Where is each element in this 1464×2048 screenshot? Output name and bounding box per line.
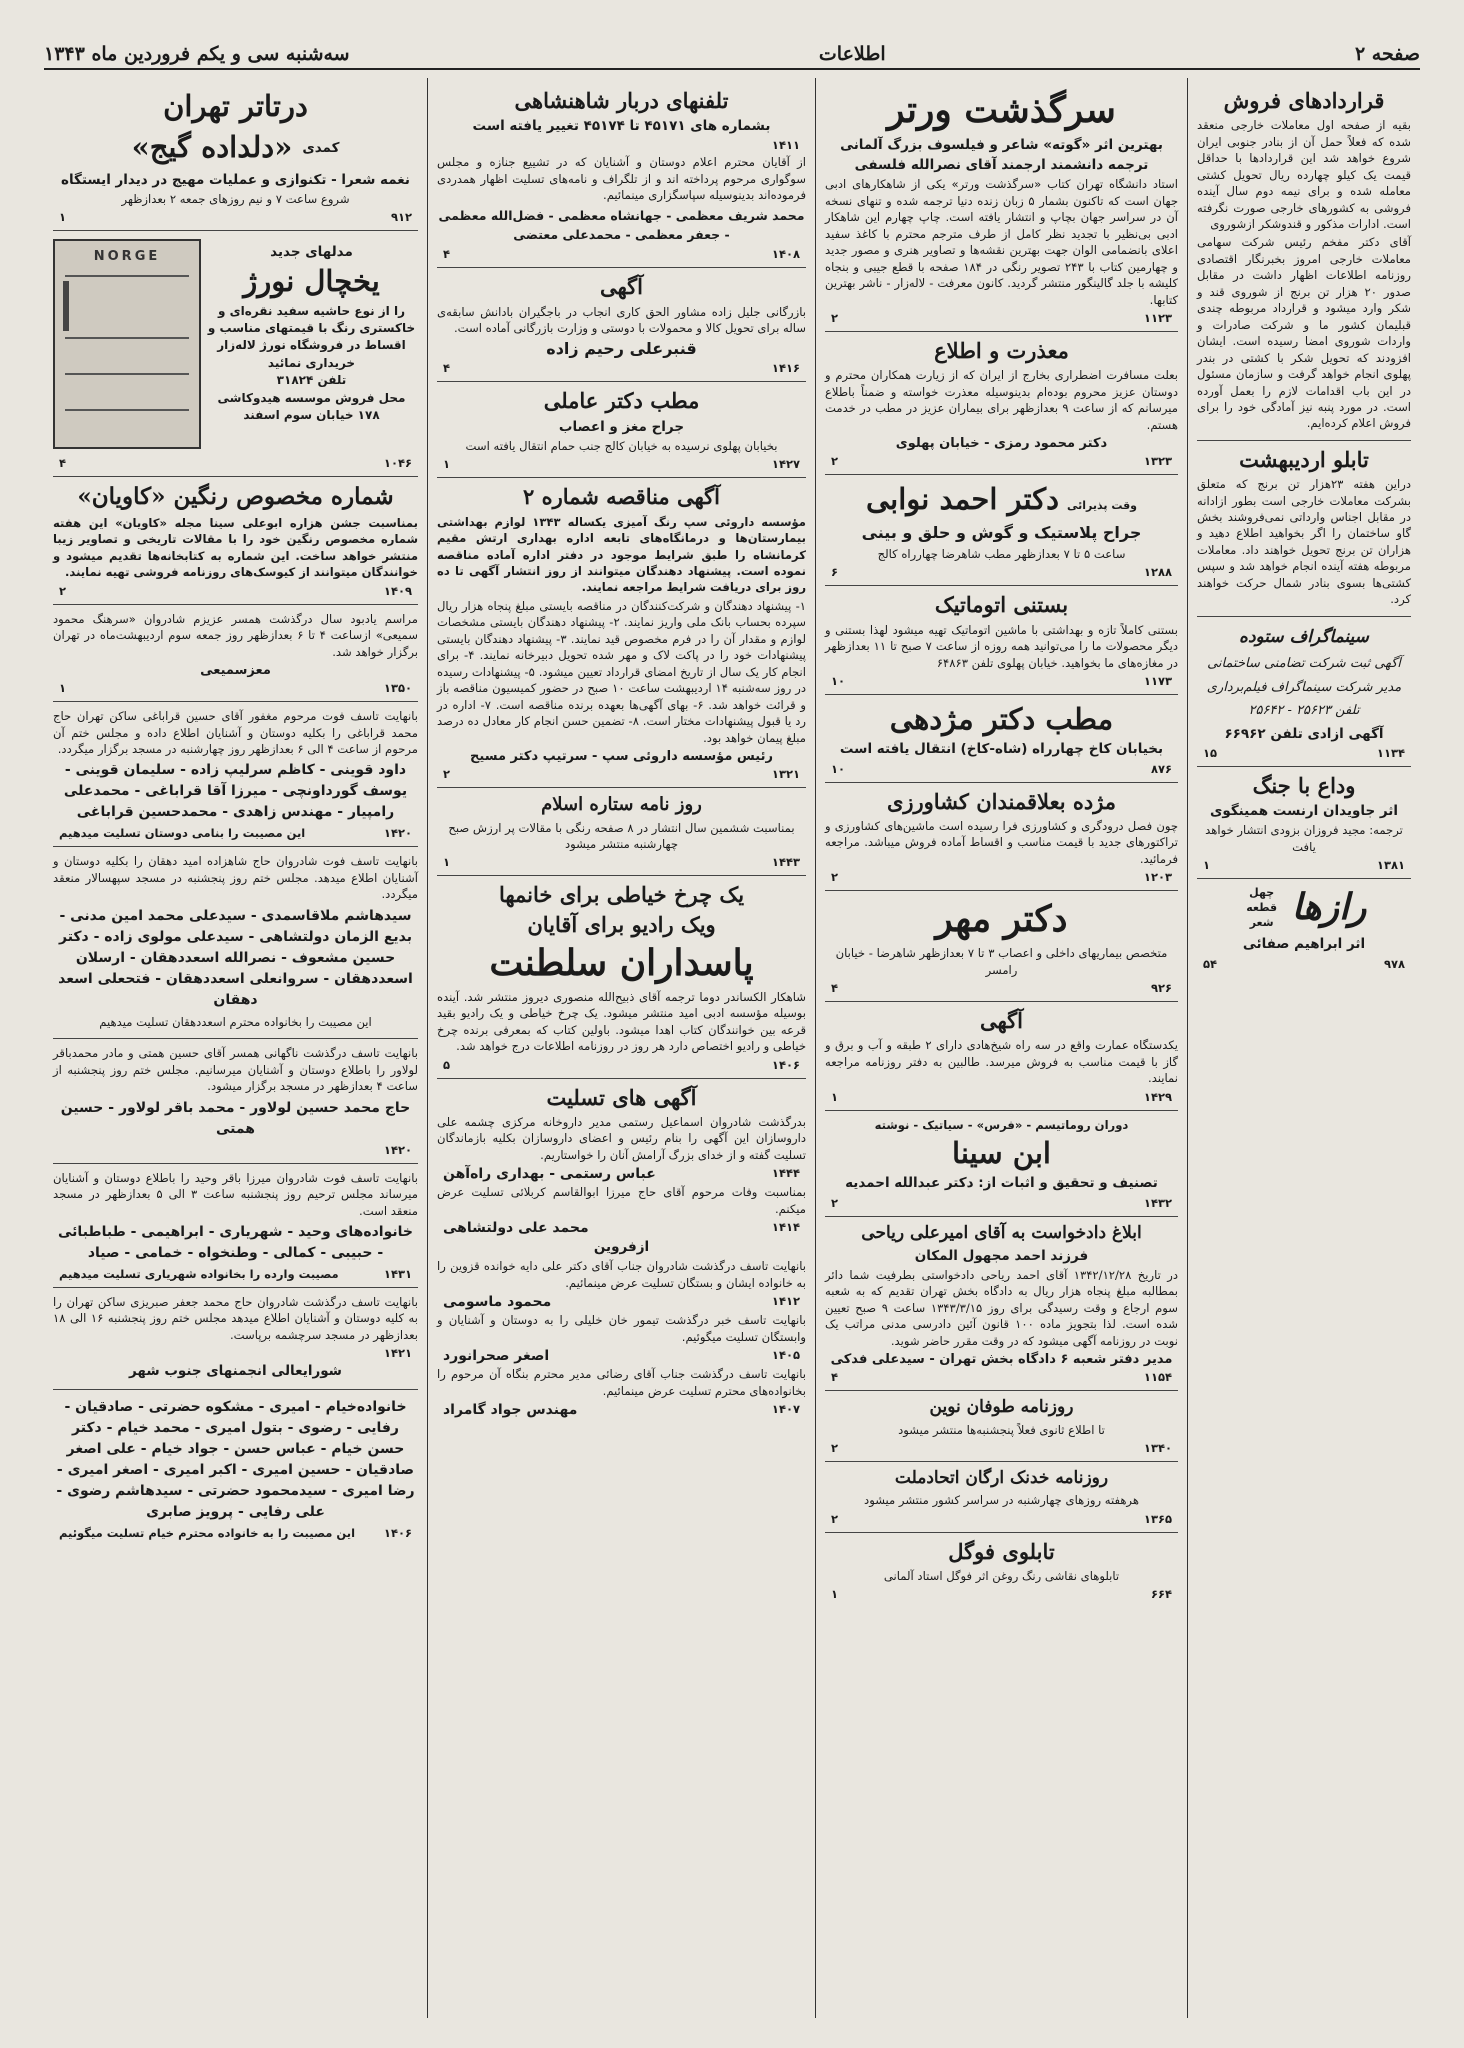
tender-body-2: ۱- پیشنهاد دهندگان و شرکت‌کنندگان در مناقصه بایستی مبلغ پنجاه هزار ریال سپرده بحساب بانک ملی واریز نمایند. ۲- پیشنهاد دهندگان بایستی مشخصات لوازم و مقدار آن را در فرم مخصوص قید نمایند. ۳- پیشنهاد دهندگان بایستی پیشنهادات خود را در پاکت لاک و مهر شده تحویل دبیرخانه نمایند. ۴- برای انجام کار یک سال از تاریخ امضای قرارداد تعیین میشود. ۵- پیشنهادات رسیده در روز سه‌شنبه ۱۴ اردیبهشت ساعت ۱۰ صبح در حضور کمیسیون مناقصه باز و قرائت خواهد شد. ۶- بهای آگهی‌ها بعهده برنده مناقصه است. ۷- اداره در رد یا قبول پیشنهادات مختار است. ۸- تضمین حسن انجام کار معادل ده درصد مبلغ پیمان خواهد بود. [437,598,806,745]
mozhdehi-code: ۸۷۶ [1150,761,1172,776]
sales-title: قراردادهای فروش [1223,88,1385,113]
page-number: صفحه ۲ [1354,43,1420,65]
fridge-shelf [65,275,189,277]
ibnsina-code: ۱۴۳۲ [1143,1195,1172,1210]
eslam-code: ۱۴۴۳ [771,855,800,870]
book-side: چهل قطعه شعر [1246,886,1278,929]
theater-play-name: «دلداده گیج» [131,130,293,165]
obituary-2-body: بانهایت تاسف فوت شادروان حاج شاهزاده امید دهقان را بکلیه دوستان و آشنایان اطلاع میدهد. مجلس ختم روز پنجشنبه در مسجد سپهسالار منعقد میگردد. [53,854,418,902]
condolence-sig-5: مهندس جواد گامراد [443,1402,578,1419]
apology-body: بعلت مسافرت اضطراری بخارج از ایران که از زیارت همکاران محترم و دوستان عزیز محروم بوده‌ام بدینوسیله معذرت خواسته و ضمناً باطلاع میرسانم که از ساعت ۹ بعدازظهر برای بیماران عزیز در مطب در خدمت هستم. [825,368,1179,432]
ettehad-ad [825,1462,1178,1533]
trade-meta [437,361,806,375]
theater-meta [53,210,418,224]
thanks-meta [437,247,806,261]
toofan-title: روزنامه طوفان نوین [929,1397,1074,1418]
farm-code: ۱۲۰۳ [1143,870,1172,885]
eslam-title: روز نامه ستاره اسلام [541,794,702,815]
apology-signature: دکتر محمود رمزی - خیابان پهلوی [895,436,1108,452]
apology-ad [825,332,1178,475]
vogel-code: ۶۶۴ [1150,1587,1172,1602]
condolence-body-1: بدرگذشت شادروان اسماعیل رستمی مدیر داروخانه مرکزی چشمه علی داروسازان این آگهی را بنام رئیس و اعضای داروسازان بکلیه بازماندگان تسلیت گفته و از خدای بزرگ آرامش آنان را خواستاریم. [437,1114,806,1162]
cinema-line-3: تلفن ۲۵۶۲۳ - ۲۵۶۴۲ [1248,703,1360,719]
condolence-meta-2 [437,1220,806,1236]
newspaper-name: اطلاعات [818,43,886,65]
trade-code: ۱۴۱۶ [771,361,800,376]
kavian-body: بمناسبت جشن هزاره ابوعلی سینا مجله «کاویان» این هفته شماره مخصوص رنگین خود را با مقالات تاریخی و تصاویر زیبا منتشر خواهد ساخت. این شماره به کتابخانه‌ها تقدیم میشود و خوانندگان میتوانند از کیوسک‌های روزنامه فروشی تهیه نمایند. [53,515,418,580]
fridge-shelf [65,409,189,411]
condolence-code-1: ۱۴۴۴ [771,1166,800,1181]
mozhdehi-title: مطب دکتر مژدهی [889,702,1114,737]
condolence-code-4: ۱۴۰۵ [771,1348,800,1363]
fridge-meta [53,456,418,470]
mehr-meta [825,981,1178,995]
condolence-body-5: بانهایت تاسف درگذشت جناب آقای رضائی مدیر محترم بنگاه آن مرحوم را بخانواده‌های محترم تسلیت عرض مینمائیم. [437,1367,806,1398]
fridge-brand: NORGE [93,249,161,265]
novel-code: ۱۳۸۱ [1376,858,1405,873]
toofan-body: تا اطلاع ثانوی فعلاً پنجشنبه‌ها منتشر میشود [898,1422,1105,1437]
cinema-line-2: مدیر شرکت سینماگراف فیلم‌برداری [1206,679,1402,695]
icecream-meta [825,674,1178,688]
fridge-pre: مدلهای جدید [270,244,353,261]
icecream-body: بستنی کاملاً تازه و بهداشتی با ماشین اتوماتیک تهیه میشود لهذا بستنی و دیگر محصولات ما را می‌توانید همه روزه از ساعت ۷ صبح تا ۱۱ بعدازظهر در مغازه‌های ما بخواهید. خیابان پهلوی تلفن ۶۴۸۶۳ [825,622,1178,670]
toofan-meta [825,1441,1178,1455]
ettehad-code: ۱۳۶۵ [1143,1511,1172,1526]
farm-body: چون فصل درودگری و کشاورزی فرا رسیده است ماشین‌های کشاورزی و تراکتورهای جدید با قیمت مناسب و اقساط آماده فروش میباشد. مراجعه فرمائید. [825,818,1178,866]
court-num: ۴ [831,1370,839,1385]
novel-title: وداع با جنگ [1252,772,1356,798]
werther-code: ۱۱۲۳ [1143,311,1172,326]
condolence-body-2: بمناسبت وفات مرحوم آقای حاج میرزا ابوالقاسم کربلائی تسلیت عرض میکنم. [437,1185,806,1216]
court-meta [825,1370,1178,1384]
theater-kind: کمدی [302,139,340,156]
council-name: شورایعالی انجمنهای جنوب شهر [129,1363,342,1380]
werther-sub-2: ترجمه دانشمند ارجمند آقای نصرالله فلسفی [854,157,1149,174]
obituary-3-meta [53,1143,418,1157]
navabi-code: ۱۲۸۸ [1143,565,1172,580]
amoli-code: ۱۴۲۷ [771,457,800,472]
amoli-body: بخیابان پهلوی نرسیده به خیابان کالج جنب حمام انتقال یافته است [465,438,778,453]
fridge-text [205,235,418,453]
werther-title: سرگذشت ورتر [887,89,1116,131]
tender-code: ۱۳۲۱ [771,767,800,781]
property-ad [825,1002,1178,1111]
book-num: ۵۴ [1203,956,1218,971]
mehr-title: دکتر مهر [935,898,1068,941]
sales-body-2: آقای دکتر مفخم رئیس شرکت سهامی معاملات خارجی امروز بخبرنگار اقتصادی روزنامه اطلاعات اظهار داشت در مقابل صدور ۲۰ هزار تن برنج از شوروی قند و شکر وارد میشود و قرارداد مربوطه چندی قبلیمان کشور ما و شرکت صادرات و واردات شوروی امضا رسیده است. ایشان افزودند که تحویل شکر با کشتی در بندر پهلوی انجام خواهد گرفت و سازمان مسئول در این باب اقدامات لازم را بعمل آورده است. در مورد پنبه نیز آمادگی خود را برای فروش اعلام کرده‌ایم. [1197,235,1411,431]
eslam-ad [437,788,806,876]
book-meta [1197,957,1411,971]
theater-body-2: شروع ساعت ۷ و نیم روزهای جمعه ۲ بعدازظهر [121,191,350,206]
condolence-sig-2: محمد علی دولتشاهی [443,1220,589,1237]
novel-author: اثر جاویدان ارنست همینگوی [1209,803,1399,820]
werther-meta [825,311,1178,325]
property-meta [825,1090,1178,1104]
obituary-1-body: بانهایت تاسف فوت مرحوم مغفور آقای حسین قراباغی ساکن تهران حاج محمد قراباغی را بکلیه دوستان و آشنایان اطلاع داده و مجلس ختم آن مرحوم از ساعت ۴ الی ۶ بعدازظهر روز چهارشنبه در مسجد برگزار میگردد. [53,709,418,756]
obituary-1-meta [53,826,418,840]
trade-body: بازرگانی جلیل زاده مشاور الحق کاری انجاب در باجگیران بادانش سابقه‌ی ساله برای تحویل کالا و محمولات با دوستی و وزارت بازرگانی آماده است. [437,304,806,336]
novel-meta [1197,858,1411,872]
column-4 [44,78,428,2018]
vogel-ad [825,1533,1178,1608]
icecream-title: بستنی اتوماتیک [934,592,1069,618]
obituary-2 [53,847,418,1039]
cinema-num: ۱۵ [1203,745,1218,760]
cinema-ad [1197,617,1411,767]
vogel-num: ۱ [831,1587,839,1602]
fridge-image [53,239,201,449]
condolence-sig-4: اصغر صحرانورد [443,1348,550,1365]
memorial-num: ۱ [59,681,67,696]
sewing-body: شاهکار الکساندر دوما ترجمه آقای ذبیح‌الله منصوری دیروز منتشر شد. آینده بوسیله مؤسسه ادبی امید منتشر میشود. یک چرخ خیاطی و یک رادیو بقید قرعه بین خوانندگان کتاب اهدا میشود. باولین کتاب که بمعرفی برنده چرخ خیاطی و رادیو اختصاص دارد هر روز در روزنامه اطلاعات درج خواهد شد. [437,989,806,1054]
court-phones-code: ۱۴۱۱ [771,138,800,153]
tender-body-1: مؤسسه داروئی سپ رنگ آمیزی یکساله ۱۳۴۳ لوازم بهداشتی بیمارستان‌ها و درمانگاه‌های تابعه اداره بهداری ارتش مقیم کرمانشاه را طبق شرایط موجود در دفتر اداره آماده مناقصه نموده است. پیشنهاد دهندگان میتوانند از روز انتشار آگهی تا ده روز برای دریافت شرایط مراجعه نمایند. [437,514,806,595]
obituary-2-note: این مصیبت را بخانواده محترم اسعددهقان تسلیت میدهیم [99,1014,372,1029]
sewing-title-2: ویک رادیو برای آقایان [527,911,716,937]
werther-num: ۲ [831,311,839,326]
obituary-6-code: ۱۴۰۶ [383,1525,412,1540]
mozhdehi-meta [825,762,1178,776]
cinema-line-1: آگهی ثبت شرکت تضامنی ساختمانی [1207,656,1401,672]
fridge-handle [63,281,69,331]
obituary-4-code: ۱۴۳۱ [383,1266,412,1281]
theater-num: ۱ [59,210,67,225]
ettehad-meta [825,1512,1178,1526]
ettehad-title: روزنامه خدنک ارگان اتحادملت [894,1467,1109,1488]
ibnsina-sub: تصنیف و تحقیق و اثبات از: دکتر عبدالله احمدیه [845,1175,1158,1192]
book-title: رازها [1291,886,1367,929]
kavian-num: ۲ [59,583,67,598]
condolence-meta-4 [437,1348,806,1364]
werther-ad [825,82,1178,332]
obituary-3-code: ۱۴۲۰ [383,1142,412,1157]
novel-num: ۱ [1203,858,1211,873]
icecream-num: ۱۰ [831,674,846,689]
tender-num: ۲ [443,767,451,781]
navabi-meta [825,565,1178,579]
court-body: در تاریخ ۱۳۴۲/۱۲/۲۸ آقای احمد ریاحی دادخواستی بطرفیت شما دائر بمطالبه مبلغ پنجاه هزار ریال به دادگاه بخش تهران تقدیم که به شعبه سوم ارجاع و وقت رسیدگی برای روز ۱۳۴۳/۳/۱۵ ساعت ۹ صبح تعیین شده است. لذا بتجویز ماده ۱۰۰ قانون آئین دادرسی مدنی مراتب یک نوبت در روزنامه آگهی میشود که در وقت مقرر حاضر شوید. [825,1268,1178,1348]
fridge-phone: تلفن ۳۱۸۲۴ [276,373,347,388]
apology-title: معذرت و اطلاع [934,338,1069,364]
amoli-sub: جراح مغز و اعصاب [558,418,685,435]
column-1 [1188,78,1420,2018]
condolence-title: آگهی های تسلیت [546,1084,697,1110]
column-3 [428,78,816,2018]
obituary-1 [53,702,418,847]
column-2 [816,78,1188,2018]
trade-signature: قنبرعلی رحیم زاده [546,339,697,359]
thanks-names: محمد شریف معظمی - جهانشاه معظمی - فضل‌الله معظمی - جعفر معظمی - محمدعلی معتضی [438,207,805,242]
obituary-5-meta [53,1346,418,1360]
thanks-num: ۴ [443,247,451,262]
page-header [44,40,1420,70]
mehr-num: ۴ [831,981,839,996]
obituary-2-names: سیدهاشم ملاقاسمدی - سیدعلی محمد امین مدنی - بدیع الزمان دولتشاهی - سیدعلی مولوی زاده - دکتر حسین مشعوف - نصرالله اسعددهقان - ارسلان اسعددهقان - سروانعلی اسعددهقان - فتحعلی اسعد دهقان [58,907,413,1008]
farm-meta [825,870,1178,884]
memorial-ad [53,605,418,702]
condolence-meta-1 [437,1166,806,1182]
vogel-meta [825,1587,1178,1601]
navabi-ad [825,475,1178,586]
book-ad [1197,879,1411,976]
obituary-5-body: بانهایت تاسف درگذشت شادروان حاج محمد جعفر صبریزی ساکن تهران را به کلیه دوستان و آشنایان اطلاع میدهد مجلس ختم روز پنجشنبه ۱۶ الی ۱۸ بعدازظهر در مسجد سرچشمه برپاست. [53,1294,418,1342]
cinema-title: سینماگراف ستوده [1239,626,1369,647]
court-notice [825,1217,1178,1392]
theater-code: ۹۱۲ [390,210,412,225]
court-code: ۱۱۵۴ [1143,1370,1172,1385]
navabi-sub: جراح پلاستیک و گوش و حلق و بینی [861,523,1142,543]
court-phones-sub: بشماره های ۴۵۱۷۱ تا ۴۵۱۷۴ تغییر یافته است [472,118,771,135]
obituary-1-note: این مصیبت را بنامی دوستان تسلیت میدهیم [59,826,306,841]
sewing-ad [437,876,806,1078]
fridge-title: یخچال نورژ [243,264,380,299]
obituary-4-note: مصیبت وارده را بخانواده شهریاری تسلیت میدهیم [59,1266,339,1281]
werther-sub-1: بهترین اثر «گوته» شاعر و فیلسوف بزرگ آلمانی [840,137,1163,153]
amoli-meta [437,457,806,471]
navabi-body: ساعت ۵ تا ۷ بعدازظهر مطب شاهرضا چهارراه کالج [877,546,1126,561]
fridge-shelf [65,337,189,339]
obituary-1-names: داود قوینی - کاظم سرلیپ زاده - سلیمان قوینی - یوسف گورداونچی - میرزا آقا قراباغی - محمدعلی رامپیار - مهندس زاهدی - محمدحسین قراباغی [63,762,408,821]
amoli-num: ۱ [443,457,451,472]
condolence-sig-3: محمود ماسومی [443,1294,552,1311]
court-phones-meta [437,138,806,152]
ibnsina-ad [825,1111,1178,1217]
apology-meta [825,454,1178,468]
theater-title: درتاتر تهران [163,89,308,123]
trade-num: ۴ [443,361,451,376]
kavian-title: شماره مخصوص رنگین «کاویان» [77,483,394,511]
memorial-meta [53,681,418,695]
sales-body: بقیه از صفحه اول معاملات خارجی منعقد شده که فعلاً حمل آن از بنادر جنوبی ایران شروع خواهد شد این قراردادها با حداقل قیمت یک کیلو چهارده ریال تحویل کشتی معامله شده و برای نیمه دوم سال آینده فروشی به کشورهای خارجی صورت نگرفته است. ادارات مذکور و قندوشکر ازشوروی [1197,118,1411,231]
condolence-section [437,1079,806,1424]
sewing-title-1: یک چرخ خیاطی برای خانمها [498,882,745,908]
memorial-code: ۱۳۵۰ [383,681,412,696]
fridge-address: محل فروش موسسه هیدوکاشی ۱۷۸ خیابان سوم اسفند [217,390,406,422]
book-author: اثر ابراهیم صفائی [1242,936,1366,953]
condolence-meta-3 [437,1294,806,1310]
theater-body: نغمه شعرا - تکنوازی و عملیات مهیج در دیدار ایستگاه [61,171,410,188]
property-num: ۱ [831,1089,839,1104]
sales-article [1197,82,1411,441]
fridge-code: ۱۰۴۶ [383,456,412,471]
vogel-body: تابلوهای نقاشی رنگ روغن اثر فوگل استاد آلمانی [883,1568,1120,1583]
vogel-title: تابلوی فوگل [948,1538,1055,1564]
property-body: یکدستگاه عمارت واقع در سه راه شیخ‌هادی دارای ۲ طبقه و آب و برق و گاز با قیمت مناسب به فروش میرسد. طالبین به دفتر روزنامه مراجعه نمایند. [825,1038,1178,1086]
amoli-ad [437,382,806,478]
issue-date: سه‌شنبه سی و یکم فروردین ماه ۱۳۴۳ [44,43,350,65]
kavian-meta [53,584,418,598]
court-phones-title: تلفنهای دربار شاهنشاهی [514,88,729,113]
court-phones-ad [437,82,806,268]
condolence-code-2: ۱۴۱۴ [771,1220,800,1235]
novel-translator: ترجمه: مجید فروزان بزودی انتشار خواهد یافت [1205,823,1403,854]
condolence-title-2: ازفروین [593,1239,650,1256]
tender-title: آگهی مناقصه شماره ۲ [523,484,720,510]
court-signature: مدیر دفتر شعبه ۶ دادگاه بخش تهران - سیدعلی فدکی [830,1352,1173,1368]
icecream-ad [825,586,1178,695]
property-title: آگهی [979,1008,1023,1034]
mehr-ad [825,891,1178,1002]
cinema-meta [1197,746,1411,760]
amoli-title: مطب دکتر عاملی [543,388,700,414]
obituary-6-names: خانواده‌خیام - امیری - مشکوه حضرتی - صادقیان - رفایی - رضوی - بتول امیری - محمد خیام - دکتر حسن خیام - عباس حسن - جواد خیام - علی اصغر صادقیان - حسین امیری - اکبر امیری - اصغر امیری - رضا امیری - سیدمحمود حضرتی - سیدهاشم رضوی - علی رفایی - پرویز صابری [56,1398,415,1520]
werther-body: استاد دانشگاه تهران کتاب «سرگذشت ورتر» یکی از شاهکارهای ادبی جهان است که تاکنون بشمار ۵ زبان زنده دنیا ترجمه شده و تنهای نسخه آن در سراسر جهان بچاپ و انتشار یافته است. چاپ چهارم این شاهکار ادبی بی‌نظیر با تجدید نظر کامل از طرف مترجم محترم با کاغذ سفید اعلای بانضمامی الوان جهت بهترین نقشه‌ها و تصاویر هنری و مصور جدید و چهارمین کتاب با ۲۴۳ تصویر رنگی در ۱۸۴ صفحه با قطع جیبی و بنجاه کلیشه با جلد گالینگور منتشر گردید. کانون معرفت - لاله‌زار - ناشر بهترین کتابها. [825,177,1178,307]
farm-ad [825,783,1178,892]
condolence-body-3: بانهایت تاسف درگذشت شادروان جناب آقای دکتر علی دایه خوانده قزوین را به خانواده ایشان و بستگان تسلیت عرض مینمائیم. [437,1259,806,1290]
obituary-6-note: این مصیبت را به خانواده محترم خیام تسلیت میگوئیم [59,1525,356,1540]
apology-code: ۱۳۲۳ [1143,454,1172,469]
trade-title: آگهی [599,274,643,300]
condolence-meta-5 [437,1402,806,1418]
toofan-ad [825,1391,1178,1462]
ettehad-body: هرهفته روزهای چهارشنبه در سراسر کشور منتشر میشود [864,1493,1139,1508]
condolence-sig-1: عباس رستمی - بهداری راه‌آهن [443,1166,656,1183]
obituary-3-body: بانهایت تاسف درگذشت ناگهانی همسر آقای حسین همتی و مادر محمدباقر لولاور را باطلاع دوستان و آشنایان میرسانیم. مجلس ختم روز پنجشنبه از ساعت ۴ بعدازظهر در مسجد برگزار میشود. [53,1046,418,1094]
fridge-body: را از نوع حاشیه سفید نقره‌ای و خاکستری رنگ با قیمتهای مناسب و اقساط در فروشگاه نورژ لاله‌زار خریداری نمائید [207,303,416,370]
obituary-5 [53,1288,418,1390]
cinema-phone: آگهی ازادی تلفن ۶۶۹۶۲ [1224,725,1384,742]
fridge-ad [53,231,418,477]
announce-body: دراین هفته ۲۳هزار تن برنج که متعلق بشرکت معاملات خارجی است بطور ازادانه در مقابل اجناس وارداتی نمی‌فروشند بخش گاو ساختمان را اگر بخواهید اطلاع دهید و هزاران تن برنج تحویل خواهند داد. معاملات مربوطه هفته آینده انجام خواهد شد و سپس کشتی‌ها بسوی بنادر شمال حرکت خواهند کرد. [1197,477,1411,607]
farm-num: ۲ [831,870,839,885]
kavian-ad [53,477,418,605]
tender-signature: رئیس مؤسسه داروئی سپ - سرتیپ دکتر مسیح [470,749,773,764]
novel-ad [1197,767,1411,879]
obituary-3-names: حاج محمد حسین لولاور - محمد باقر لولاور - حسین همتی [60,1099,411,1137]
court-title: ابلاغ دادخواست به آقای امیرعلی ریاحی [861,1222,1142,1243]
sewing-meta [437,1058,806,1072]
sewing-num: ۵ [443,1057,451,1072]
ibnsina-meta [825,1196,1178,1210]
theater-ad [53,82,418,231]
obituary-4-names: خانواده‌های وحید - شهریاری - ابراهیمی - طباطبائی - حبیبی - کمالی - وطنخواه - خمامی - صیاد [58,1223,413,1261]
mozhdehi-num: ۱۰ [831,761,846,776]
obituary-4-body: بانهایت تاسف فوت شادروان میرزا باقر وحید را باطلاع دوستان و آشنایان میرساند مجلس ترحیم روز پنجشنبه ساعت ۳ الی ۵ بعدازظهر در مسجد منعقد است. [53,1170,418,1218]
sewing-book-title: پاسداران سلطنت [489,941,754,984]
tender-meta [437,767,806,781]
trade-ad [437,268,806,382]
toofan-num: ۲ [831,1440,839,1455]
condolence-code-5: ۱۴۰۷ [771,1402,800,1417]
thanks-body: از آقایان محترم اعلام دوستان و آشنایان که در تشییع جنازه و مجلس سوگواری مرحوم پرداخته اند و از تلگراف و نامه‌های تسلیت اظهار همدردی فرموده‌اند بدینوسیله سپاسگزاری مینمائیم. [437,155,806,203]
toofan-code: ۱۳۴۰ [1143,1440,1172,1455]
court-sub: فرزند احمد مجهول المکان [914,1247,1089,1264]
navabi-num: ۶ [831,565,839,580]
obituary-1-code: ۱۴۲۰ [383,826,412,841]
eslam-body: بمناسبت ششمین سال انتشار در ۸ صفحه رنگی با مقالات پر ارزش صبح چهارشنبه منتشر میشود [448,820,795,851]
obituary-6-meta [53,1526,418,1540]
obituary-4-meta [53,1267,418,1281]
thanks-code: ۱۴۰۸ [771,247,800,262]
ibnsina-title: ابن سینا [952,1136,1051,1171]
property-code: ۱۴۲۹ [1143,1089,1172,1104]
ibnsina-num: ۲ [831,1195,839,1210]
sewing-code: ۱۴۰۶ [771,1057,800,1072]
mozhdehi-sub: بخیابان کاخ چهارراه (شاه-کاخ) انتقال یافته است [839,741,1164,758]
columns [44,78,1420,2018]
ettehad-num: ۲ [831,1511,839,1526]
obituary-6 [53,1390,418,1546]
mozhdehi-ad [825,695,1178,782]
farm-title: مژده بعلاقمندان کشاورزی [886,788,1117,814]
obituary-5-code: ۱۴۲۱ [383,1346,412,1361]
eslam-meta [437,855,806,869]
memorial-signature: معزسمیعی [200,663,271,679]
eslam-num: ۱ [443,855,451,870]
fridge-shelf [65,373,189,375]
cinema-code: ۱۱۳۴ [1376,745,1405,760]
mehr-code: ۹۲۶ [1150,981,1172,996]
ibnsina-pre: دوران روماتیسم - «فرس» - سیاتیک - نوشته [874,1117,1129,1132]
apology-num: ۲ [831,454,839,469]
mehr-body: متخصص بیماریهای داخلی و اعصاب ۳ تا ۷ بعدازظهر شاهرضا - خیابان رامسر [835,946,1168,977]
memorial-body: مراسم یادبود سال درگذشت همسر عزیزم شادروان «سرهنگ محمود سمیعی» ازساعت ۴ تا ۶ بعدازظهر روز جمعه سوم اردیبهشت‌ماه در تهران برگزار خواهد شد. [53,611,418,659]
condolence-body-4: بانهایت تاسف خبر درگذشت تیمور خان خلیلی را به دوستان و آشنایان و وابستگان تسلیت میگوئیم. [437,1313,806,1344]
navabi-title: دکتر احمد نوابی [866,482,1059,517]
tender-ad [437,478,806,788]
obituary-4 [53,1164,418,1288]
fridge-layout [53,235,418,453]
navabi-pre: وقت پذیرائی [1067,499,1138,513]
obituary-3 [53,1039,418,1163]
kavian-code: ۱۴۰۹ [383,583,412,598]
announce-title: تابلو اردیبهشت [1239,446,1369,472]
book-code: ۹۷۸ [1383,956,1405,971]
fridge-num: ۴ [59,456,67,471]
announce-article [1197,441,1411,617]
icecream-code: ۱۱۷۳ [1143,674,1172,689]
condolence-code-3: ۱۴۱۲ [771,1294,800,1309]
